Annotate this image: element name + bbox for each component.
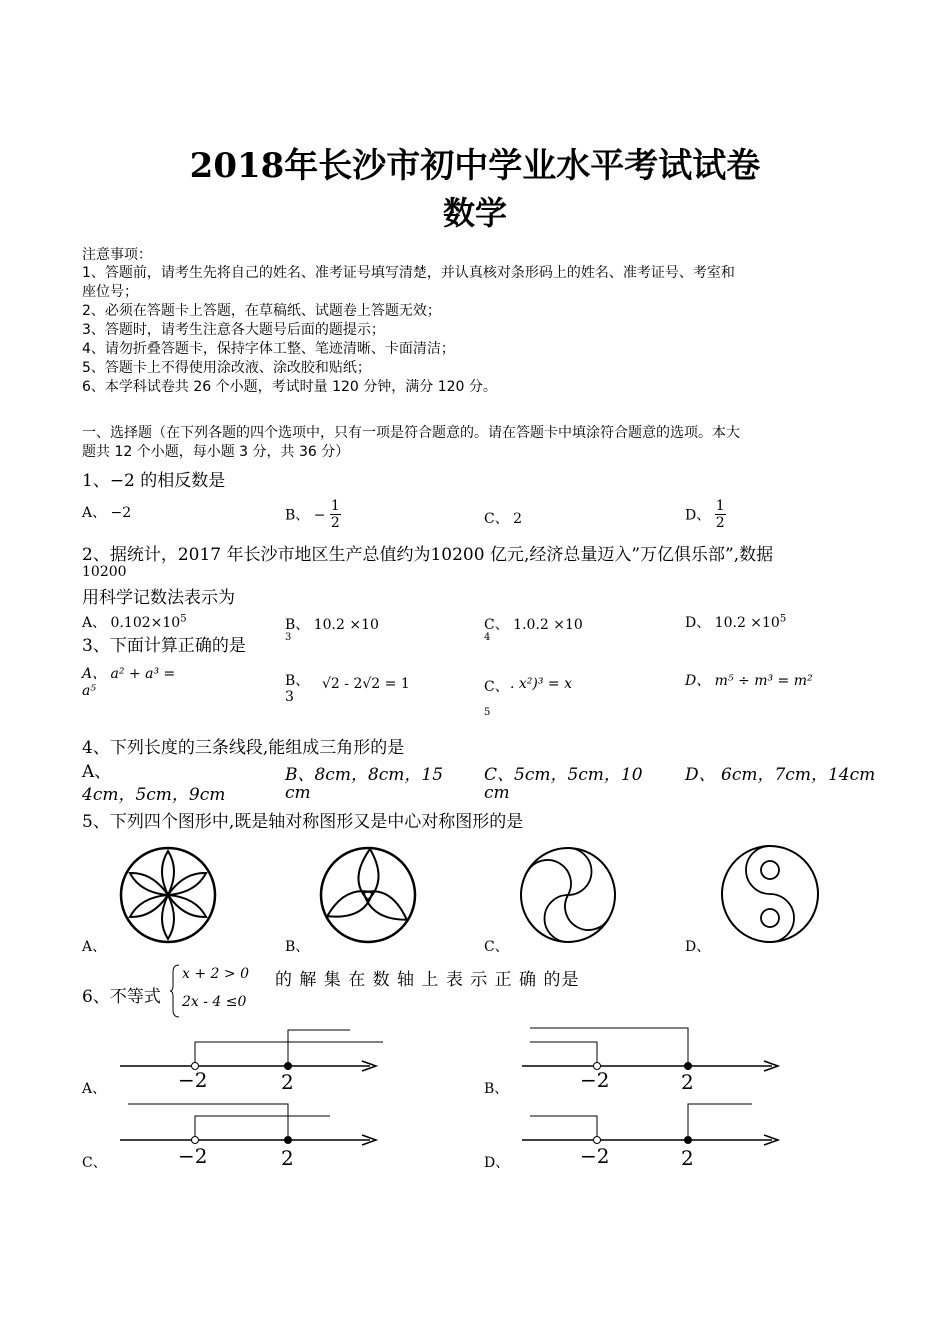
q3-option-b-under: 3 xyxy=(285,689,294,705)
question-6-tail: 的 解 集 在 数 轴 上 表 示 正 确 的是 xyxy=(275,970,580,990)
tick-label-neg2-c: −2 xyxy=(178,1144,208,1168)
q3-option-b-label: B、 xyxy=(285,673,310,689)
subject-title: 数学 xyxy=(442,194,507,232)
q3-option-d: D、 m⁵ ÷ m³ = m² xyxy=(685,673,813,689)
question-5-stem: 5、下列四个图形中,既是轴对称图形又是中心对称图形的是 xyxy=(82,812,524,832)
figure-d-yinyang xyxy=(720,842,820,946)
section-heading: 一、选择题（在下列各题的四个选项中，只有一项是符合题意的。请在答题卡中填涂符合题意的选项。本大 xyxy=(82,425,740,441)
q3-option-a-cont: a⁵ xyxy=(82,683,96,699)
section-heading-cont: 题共 12 个小题，每小题 3 分，共 36 分） xyxy=(82,444,350,460)
tick-label-2-a: 2 xyxy=(281,1070,294,1094)
figure-c-swirl xyxy=(518,845,618,945)
q3-option-b-expr: √2 - 2√2 = 1 xyxy=(322,676,410,692)
note-item: 2、必须在答题卡上答题，在草稿纸、试题卷上答题无效； xyxy=(82,303,441,319)
q2-option-c-exp: 4 xyxy=(484,632,491,643)
number-line-b xyxy=(520,1026,784,1088)
q3-option-c-label: C、 xyxy=(484,679,509,695)
q4-option-d: D、 6cm，7cm，14cm xyxy=(685,765,876,785)
q4-option-a: A、 xyxy=(82,762,112,782)
q3-option-a: A、 a² + a³ = xyxy=(82,666,176,682)
q5-label-a: A、 xyxy=(82,939,107,955)
q1-option-b: B、 − $\frac{1}{2}$ xyxy=(285,498,340,531)
q1-option-a: A、 −2 xyxy=(82,505,132,521)
note-item: 座位号； xyxy=(82,284,138,300)
number-line-d xyxy=(520,1102,784,1146)
q4-option-c: C、5cm，5cm，10 xyxy=(484,765,643,785)
q6-label-b: B、 xyxy=(484,1081,509,1097)
q2-option-d: D、 $10.2 \times 10^5$ xyxy=(685,613,787,631)
tick-label-neg2-d: −2 xyxy=(580,1144,610,1168)
number-line-c xyxy=(118,1102,382,1146)
q5-label-c: C、 xyxy=(484,939,509,955)
q6-label-a: A、 xyxy=(82,1081,107,1097)
q6-label-c: C、 xyxy=(82,1155,107,1171)
note-item: 5、答题卡上不得使用涂改液、涂改胶和贴纸； xyxy=(82,360,371,376)
note-item: 4、请勿折叠答题卡，保持字体工整、笔迹清晰、卡面清洁； xyxy=(82,341,455,357)
tick-label-neg2-a: −2 xyxy=(178,1068,208,1092)
question-6-stem: 6、不等式 xyxy=(82,987,161,1007)
q4-option-a-cont: 4cm，5cm，9cm xyxy=(82,785,226,805)
tick-label-2-b: 2 xyxy=(681,1070,694,1094)
inequality-2: 2x - 4 ≤0 xyxy=(182,994,247,1010)
tick-label-neg2-b: −2 xyxy=(580,1068,610,1092)
q2-option-c: C、 1.0.2 ×10 xyxy=(484,617,583,633)
q3-option-c-expr: . x²)³ = x xyxy=(510,676,573,692)
figure-b-trefoil xyxy=(318,845,418,945)
note-item: 1、答题前，请考生先将自己的姓名、准考证号填写清楚，并认真核对条形码上的姓名、准考证号、考室和 xyxy=(82,265,735,281)
question-2-stem: 2、据统计，2017 年长沙市地区生产总值约为10200 亿元,经济总量迈入”万亿俱乐部”,数据 xyxy=(82,545,774,565)
tick-label-2-c: 2 xyxy=(281,1146,294,1170)
question-3-stem: 3、下面计算正确的是 xyxy=(82,636,246,656)
q1-option-c: C、 2 xyxy=(484,511,523,527)
tick-label-2-d: 2 xyxy=(681,1146,694,1170)
note-item: 3、答题时，请考生注意各大题号后面的题提示； xyxy=(82,322,385,338)
page-title: 2018年长沙市初中学业水平考试试卷 xyxy=(189,146,761,186)
question-2-stem-cont: 10200 xyxy=(82,564,127,580)
q4-option-c-cont: cm xyxy=(484,783,510,803)
q2-option-a: A、 $0.102\times 10^5$ xyxy=(82,613,187,631)
q5-label-d: D、 xyxy=(685,939,711,955)
question-1-stem: 1、−2 的相反数是 xyxy=(82,471,226,491)
q6-label-d: D、 xyxy=(484,1155,510,1171)
question-2-stem-cont2: 用科学记数法表示为 xyxy=(82,588,235,608)
q1-option-d: D、 $\frac{1}{2}$ xyxy=(685,498,725,531)
note-item: 6、本学科试卷共 26 个小题，考试时量 120 分钟，满分 120 分。 xyxy=(82,379,497,395)
q2-option-b: B、 10.2 ×10 xyxy=(285,617,379,633)
number-line-a xyxy=(118,1028,382,1090)
q4-option-b-cont: cm xyxy=(285,783,311,803)
q2-option-b-exp: 3 xyxy=(285,632,292,643)
q4-option-b: B、8cm，8cm，15 xyxy=(285,765,444,785)
notes-heading: 注意事项： xyxy=(82,247,152,263)
q3-option-c-under: 5 xyxy=(484,707,491,718)
system-brace xyxy=(170,964,180,1018)
q5-label-b: B、 xyxy=(285,939,310,955)
figure-a-flower xyxy=(118,845,218,945)
question-4-stem: 4、下列长度的三条线段,能组成三角形的是 xyxy=(82,738,405,758)
inequality-1: x + 2 > 0 xyxy=(182,966,249,982)
